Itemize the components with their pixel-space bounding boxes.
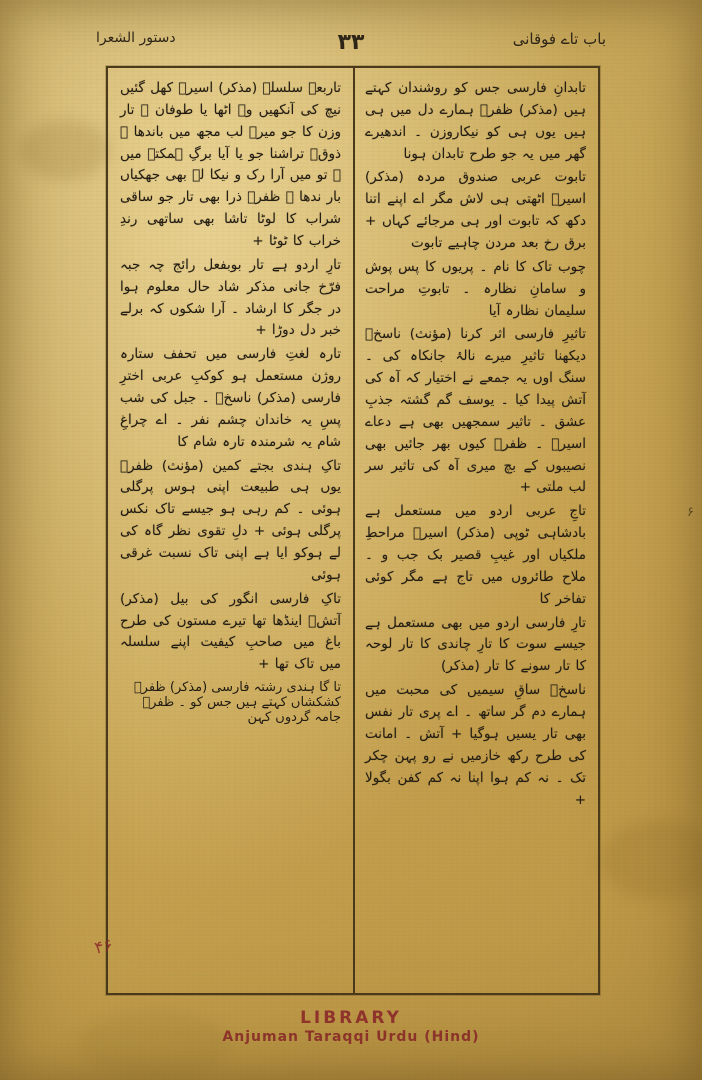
dictionary-entry: تارِ فارسی اردو میں بھی مستعمل ہے جیسے سوت کا تارِ چاندی کا تار لوحہ کا تار سونے کا تار (مذکر)	[365, 614, 586, 675]
margin-note: ۶	[687, 505, 694, 520]
dictionary-entry: تاکِ فارسی انگور کی بیل (مذکر) آتشؔ اینڈھا تھا تیرے مستون کی طرح باغ میں صاحبِ کیفیت اپنے سلسلہ میں تاک تھا +	[120, 590, 341, 673]
library-stamp	[222, 1008, 479, 1047]
dictionary-entry: تاجِ عربی اردو میں مستعمل ہے بادشاہی ٹوپی (مذکر) اسیرؔ مراحطِ ملکیاں اور غیبِ قصیر بک جب و ۔ ملاح طائروں میں تاج ہے مگر کوئی تفاخر کا	[365, 503, 586, 607]
text-frame	[106, 66, 600, 995]
header-chapter-title: باب تاے فوقانی	[512, 30, 606, 48]
paper-blotch	[600, 820, 702, 900]
dictionary-entry: تاکِ ہندی بجتے کمین (مؤنث) ظفرؔ یوں ہی طبیعت اپنی ہوس پرگلی ہوئی ۔ کم رہی ہو جیسے تاک نکس پرگلی ہوئی + دلِ تقوی نظر گاہ کی لے ہوکو ایا ہے اپنی تاک نسبت غرقی ہوئی	[120, 457, 341, 583]
dictionary-entry: تارِ اردو ہے تار بوبفعل رائج چہ جبہ فرّخ جانی مذکر شاد حال معلوم ہوا در جگر کا ارشاد ۔ آرا شکوں کہ برلے خبر دل دوڑا +	[120, 256, 341, 339]
dictionary-entry: چوب تاک کا نام ۔ پریوں کا پس پوش و سامانِ نظارہ ۔ تابوتِ مراحت سلیمان نظارہ آیا	[365, 258, 586, 319]
library-stamp-line2: Anjuman Taraqqi Urdu (Hind)	[222, 1029, 480, 1046]
paper-blotch	[20, 120, 110, 180]
paper-blotch	[80, 1010, 230, 1080]
dictionary-entry: تارہ لغتِ فارسی میں تحفف ستارہ روژن مستعمل ہو کوکبِ عربی اخترِ فارسی (مذکر) ناسخؔ ۔ جبل کی شب پسِ یہ خاندان چشم نفر ۔ اے چراغِ شام یہ شرمندہ تارہ شام کا	[120, 346, 341, 450]
red-margin-mark: ۴۶	[92, 935, 115, 959]
dictionary-entry: ناسخؔ ساقِ سیمیں کی محبت میں ہمارے دم گر ساتھ ۔ اے پری تار نفس بھی تار یسیں ہوگیا + آتش ۔ امانت کی طرح رکھ خازمیں نے رو پہن چکر تک ۔ نہ کم ہوا اپنا نہ کم کفن بگولا +	[365, 682, 586, 808]
page-header	[96, 30, 606, 56]
library-stamp-line1: LIBRARY	[300, 1008, 402, 1028]
column-right	[353, 68, 598, 993]
catchword: تا گا ہندی رشتہ فارسی (مذکر) ظفرؔ کشکشاں کہتے ہیں جس کو ۔ ظفرؔ جامہ گردوں کہن	[133, 680, 341, 726]
header-book-title: دستور الشعرا	[96, 30, 176, 46]
dictionary-entry: تابوت عربی صندوق مردہ (مذکر) اسیرؔ اٹھتی ہی لاش مگر اے اپنے اتنا دکھ کہ تابوت اور ہی مرجائے کہاں + برق رخ بعد مردن چاہیے تابوت	[365, 169, 586, 252]
page-number: ۳۳	[337, 30, 365, 55]
column-left	[108, 68, 353, 993]
dictionary-entry: تاثیرِ فارسی اثر کرنا (مؤنث) ناسخؔ دیکھنا تاثیرِ میرے نالۂ جانکاہ کی ۔ سنگ اوں یہ جمعے نے اختیار کہ آہ کی آتش پیدا کیا ۔ یوسف گم گشتہ جذبِ عشق ۔ تاثیر سمجھیں بھی ہے دعاے اسیرؔ ۔ ظفرؔ کیوں بھر جائیں بھی نصیبوں کے بچ میری آہ کی تاثیر سر لب ملتی +	[365, 326, 586, 496]
dictionary-entry: تاربعے سلسلہ (مذکر) اسیرؔ کھل گئیں نیچ کی آنکھیں وہ اٹھا یا طوفان ۔ تار وزن کا جو میرے لب مجھ میں باندھا ۔ ذوقؔ تراشنا جو یا آیا برگِ ہمکتہ میں ۔ تو میں آرا رک و نیکا لے بھی جھکیاں بار ندھا ۔ ظفرؔ ذرا بھی تار جو ساقی شراب کا لوٹا تاشا بھی ساتھی رندِ خراب کا ٹوٹا +	[120, 80, 341, 250]
dictionary-entry: تابدانِ فارسی جس کو روشندان کہتے ہیں (مذکر) ظفرؔ ہمارے دل میں ہی ہیں یوں ہی کو نیکاروزن ۔ اندھیرے گھر میں یہ جو طرح تابدان ہونا	[365, 80, 586, 162]
